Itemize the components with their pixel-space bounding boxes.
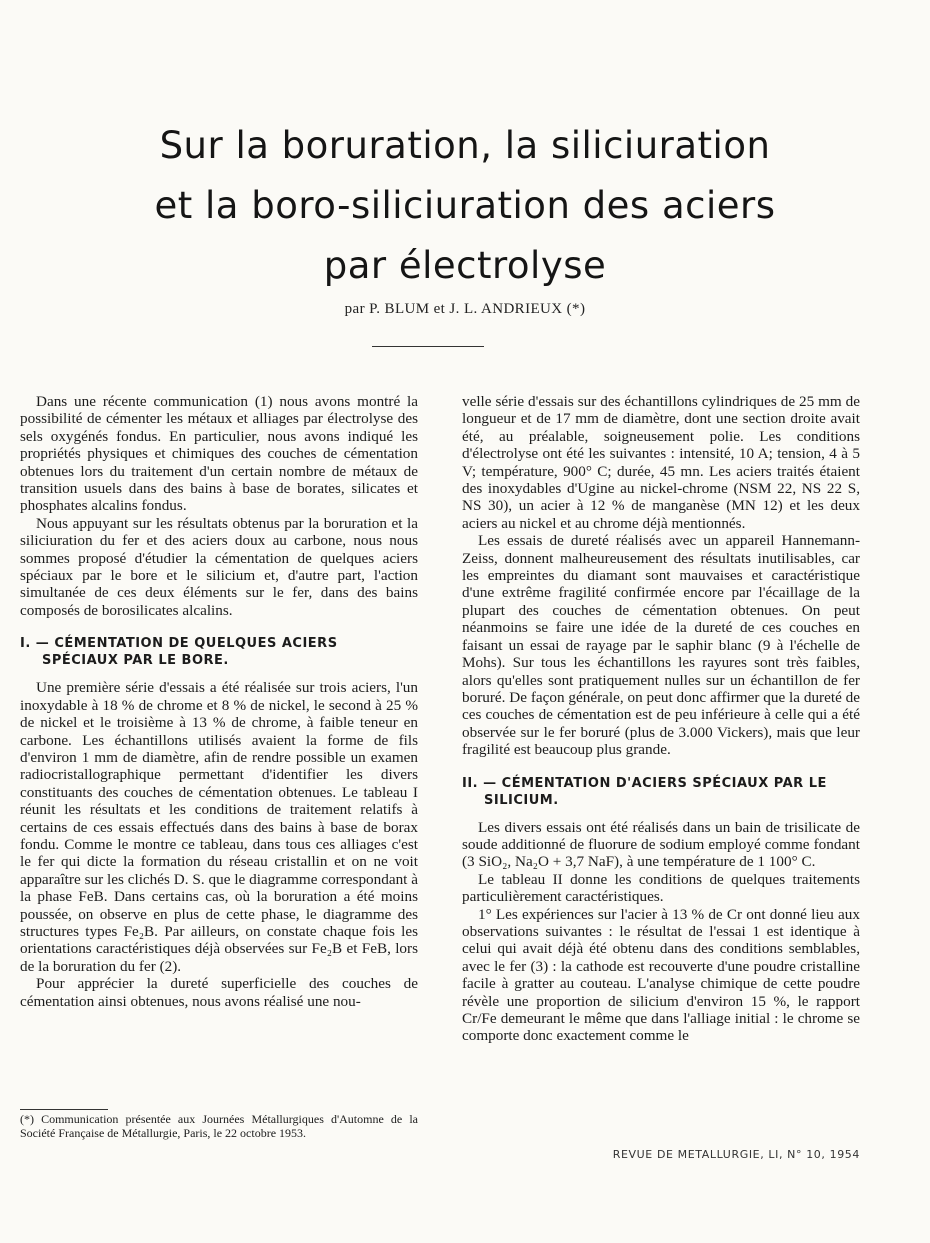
paragraph: Les essais de dureté réalisés avec un appareil Hannemann-Zeiss, donnent malheureusement des résultats inutilisables, car les empreintes du diamant sont mauvaises et caractéristique d'une extrême fragilité confirmée encore par l'écaillage de la plupart des couches de cémentation obtenues. On peut néanmoins se faire une idée de la dureté de ces couches en faisant un essai de rayage par le saphir blanc (9 à l'échelle de Mohs). Sur tous les échantillons les rayures sont très faibles, alors qu'elles sont pratiquement nulles sur un échantillon de fer boruré. De façon générale, on peut donc affirmer que la dureté de ces couches de cémentation est de peu inférieure à celle qui a été observée sur le fer boruré (plus de 3.000 Vickers), mais que leur fragilité est beaucoup plus grande. <box>462 532 860 759</box>
left-column <box>20 393 418 1010</box>
paragraph: Nous appuyant sur les résultats obtenus par la boruration et la siliciuration du fer et des aciers doux au carbone, nous nous sommes proposé d'étudier la cémentation de quelques aciers spéciaux par le bore et le silicium et, d'autre part, l'action simultanée de ces deux éléments sur le fer, dans des bains composés de borosilicates alcalins. <box>20 514 418 619</box>
right-column <box>462 393 860 1045</box>
article-title <box>60 116 870 296</box>
footnote-divider <box>20 1109 108 1110</box>
paragraph: Pour apprécier la dureté superficielle des couches de cémentation ainsi obtenues, nous avons réalisé une nou- <box>20 975 418 1010</box>
paragraph: 1° Les expériences sur l'acier à 13 % de Cr ont donné lieu aux observations suivantes : le résultat de l'essai 1 est identique à celui qui avait déjà été obtenu dans des conditions semblables, avec le fer (3) : la cathode est recouverte d'une poudre cristalline facile à gratter au couteau. L'analyse chimique de cette poudre révèle une proportion de silicium d'environ 15 %, le rapport Cr/Fe demeurant le même que dans l'alliage initial : le chrome se comporte donc exactement comme le <box>462 905 860 1045</box>
title-line-2: et la boro-siliciuration des aciers <box>154 184 776 227</box>
paragraph: Une première série d'essais a été réalisée sur trois aciers, l'un inoxydable à 18 % de chrome et 8 % de nickel, le second à 25 % de nickel et le troisième à 13 % de chrome, à faible teneur en carbone. Les échantillons utilisés avaient la forme de fils d'environ 1 mm de diamètre, afin de rendre possible un examen radiocristallographique permettant d'identifier les divers constituants des couches de cémentation obtenues. Le tableau I réunit les résultats et les conditions de traitement relatifs à certains de ces essais effectués dans des bains à base de borax fondu. Comme le montre ce tableau, dans tous ces alliages c'est le fer qui dicte la formation du réseau cristallin et on ne voit apparaître sur les clichés D. S. que le diagramme correspondant à la phase FeB. Dans certains cas, où la boruration a été moins poussée, on observe en plus de cette phase, le diagramme des structures types Fe₂B. Par ailleurs, on constate chaque fois les orientations caractéristiques déjà observées sur Fe₂B et FeB, lors de la boruration du fer (2). <box>20 679 418 975</box>
title-line-1: Sur la boruration, la siliciuration <box>159 124 771 167</box>
running-footer: REVUE DE METALLURGIE, LI, N° 10, 1954 <box>612 1148 860 1161</box>
title-divider <box>372 346 484 347</box>
footnote: (*) Communication présentée aux Journées Métallurgiques d'Automne de la Société Française de Métallurgie, Paris, le 22 octobre 1953. <box>20 1112 418 1140</box>
section-heading: II. — CÉMENTATION D'ACIERS SPÉCIAUX PAR LE SILICIUM. <box>462 775 827 808</box>
author-byline: par P. BLUM et J. L. ANDRIEUX (*) <box>344 301 586 317</box>
title-line-3: par électrolyse <box>323 244 607 287</box>
paragraph: Le tableau II donne les conditions de quelques traitements particulièrement caractéristiques. <box>462 870 860 906</box>
paragraph: Les divers essais ont été réalisés dans un bain de trisilicate de soude additionné de fluorure de sodium employé comme fondant (3 SiO₂, Na₂O + 3,7 NaF), à une température de 1 100° C. <box>462 818 860 871</box>
paragraph: velle série d'essais sur des échantillons cylindriques de 25 mm de longueur et de 17 mm de diamètre, dont une section droite avait été, au préalable, soigneusement polie. Les conditions d'électrolyse ont été les suivantes : intensité, 10 A; tension, 4 à 5 V; température, 900° C; durée, 45 mn. Les aciers traités étaient des inoxydables d'Ugine au nickel-chrome (NSM 22, NS 22 S, NS 30), un acier à 12 % de manganèse (MN 12) et les deux aciers au nickel et au chrome déjà mentionnés. <box>462 393 860 532</box>
paragraph: Dans une récente communication (1) nous avons montré la possibilité de cémenter les métaux et alliages par électrolyse des sels oxygénés fondus. En particulier, nous avons indiqué les propriétés physiques et chimiques des couches de cémentation obtenues lors du traitement d'un certain nombre de métaux de transition usuels dans des bains à base de borates, silicates et phosphates alcalins fondus. <box>20 393 418 515</box>
section-heading: I. — CÉMENTATION DE QUELQUES ACIERS SPÉCIAUX PAR LE BORE. <box>20 636 338 669</box>
